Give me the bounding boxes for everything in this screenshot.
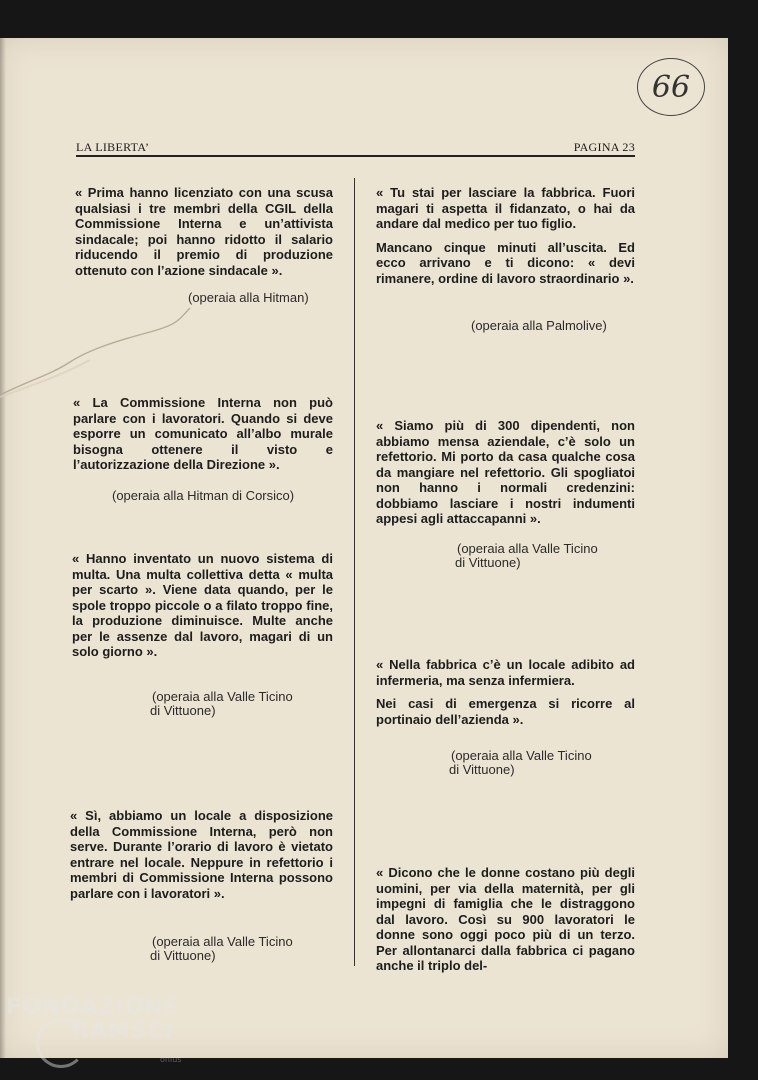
quote-block [376,185,635,286]
scan-edge [0,38,6,1058]
paper-crease [0,300,200,400]
quote-source: (operaia alla Valle Ticino [152,934,293,949]
quote-source: di Vittuone) [150,948,216,963]
watermark-line: RAMSCI [72,1019,175,1044]
quote-text: Mancano cinque minuti all’uscita. Ed ecco arrivano e ti dicono: « devi rimanere, ordine di lavoro straordinario ». [376,239,635,286]
column-divider [354,178,355,966]
quote-text: « Nella fabbrica c’è un locale adibito ad infermeria, ma senza infermiera. [376,657,635,688]
quote-source: (operaia alla Hitman) [188,290,309,305]
page-number: PAGINA 23 [573,140,635,154]
quote-block [376,418,635,527]
archive-watermark [6,996,196,1076]
quote-source: di Vittuone) [455,555,521,570]
quote-text: « La Commissione Interna non può parlare con i lavoratori. Quando si deve esporre un comunicato all’albo murale bisogna ottenere il visto e l’autorizzazione della Direzione ». [73,395,333,472]
quote-source: (operaia alla Valle Ticino [457,541,598,556]
header-rule [76,155,635,157]
quote-block [70,808,333,901]
watermark-line: FONDAZIONE [6,995,180,1020]
quote-text: « Siamo più di 300 dipendenti, non abbiamo mensa aziendale, c’è solo un refettorio. Mi porto da casa qualche cosa da mangiare nel refettorio. Gli spogliatoi non hanno i normali credenzini: dobbiamo lasciare i nostri indumenti appesi agli attaccapanni ». [376,418,635,526]
watermark-logo-icon [36,1018,86,1068]
quote-text: « Tu stai per lasciare la fabbrica. Fuori magari ti aspetta il fidanzato, o hai da andare dal medico per tuo figlio. [376,185,635,231]
page-header [76,140,635,155]
quote-text: « Prima hanno licenziato con una scusa qualsiasi i tre membri della CGIL della Commissione Interna e un’attivista sindacale; poi hanno ridotto il salario riducendo il premio di produzione ottenuto con l’azione sindacale ». [75,185,333,278]
quote-text: Nei casi di emergenza si ricorre al portinaio dell’azienda ». [376,696,635,727]
quote-source: (operaia alla Valle Ticino [451,748,592,763]
quote-block [376,865,635,974]
quote-text: « Dicono che le donne costano più degli uomini, per via della maternità, per gli impegni di famiglia che le distraggono dal lavoro. Così su 900 lavoratori le donne sono oggi poco più di un terzo. Per allontanarci dalla fabbrica ci pagano anche il triplo del- [376,865,635,973]
quote-source: (operaia alla Hitman di Corsico) [112,488,295,503]
quote-block [72,551,333,660]
quote-source: (operaia alla Valle Ticino [152,689,293,704]
quote-source: di Vittuone) [150,703,216,718]
quote-block [376,657,635,727]
quote-block [73,395,333,473]
publication-title: LA LIBERTA’ [76,140,150,154]
watermark-line: onlus [160,1055,182,1064]
quote-source: di Vittuone) [449,762,515,777]
quote-block [75,185,333,278]
archive-number-stamp: 66 [637,58,705,116]
quote-text: « Hanno inventato un nuovo sistema di multa. Una multa collettiva detta « multa per scarto ». Viene data quando, per le spole troppo piccole o a filato troppo fine, la produzione diminuisce. Multe anche per le assenze dal lavoro, magari di un solo giorno ». [72,551,333,659]
quote-source: (operaia alla Palmolive) [471,318,607,333]
quote-text: « Sì, abbiamo un locale a disposizione della Commissione Interna, però non serve. Durante l’orario di lavoro è vietato entrare nel locale. Neppure in refettorio i membri di Commissione Interna possono parlare con i lavoratori ». [70,808,333,901]
